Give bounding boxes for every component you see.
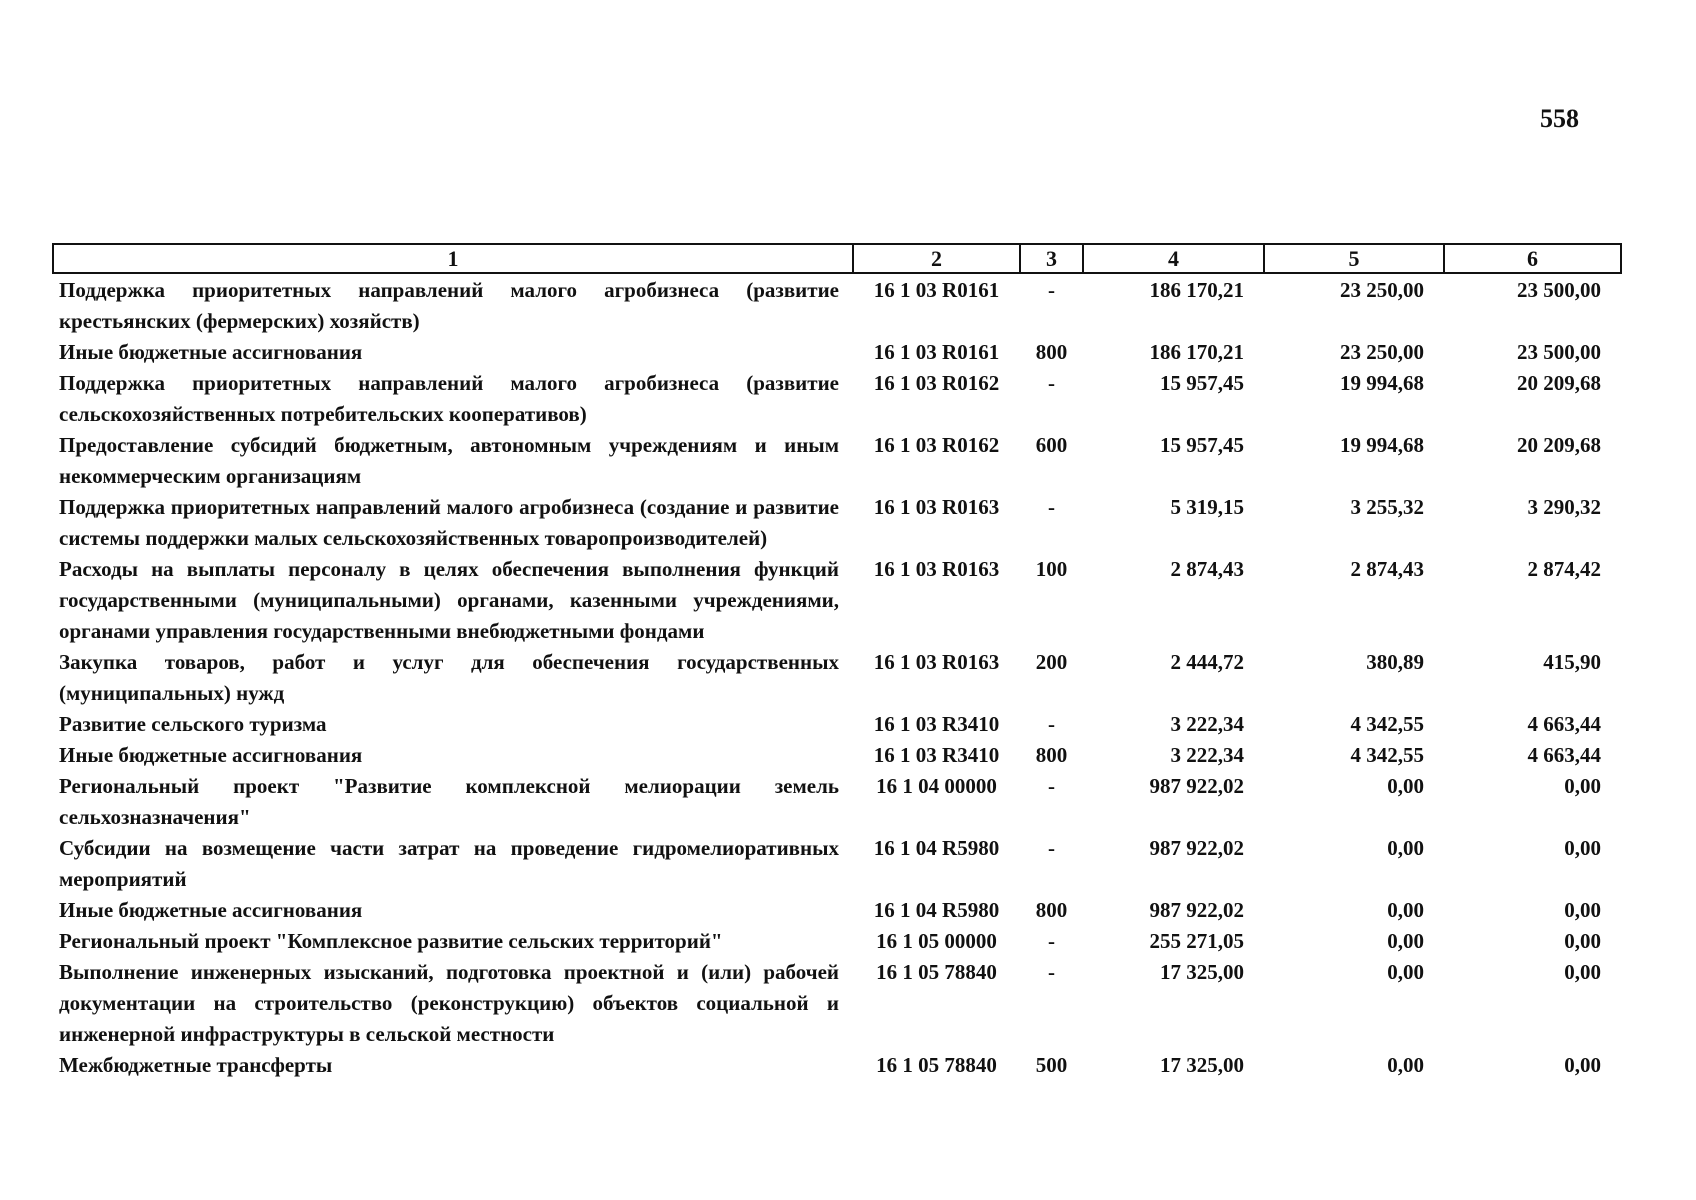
target-code-cell: 16 1 03 R0163: [873, 495, 1000, 519]
amount-cell-5: 0,00: [1387, 929, 1424, 953]
target-code-cell: 16 1 03 R0163: [873, 650, 1000, 674]
expense-type-cell: 800: [1035, 898, 1068, 922]
amount-cell-5: 19 994,68: [1340, 371, 1424, 395]
amount-cell-4: 186 170,21: [1149, 278, 1244, 302]
target-code-cell: 16 1 03 R0161: [873, 340, 1000, 364]
target-code-cell: 16 1 04 R5980: [873, 898, 1000, 922]
table-row: [53, 554, 1621, 647]
target-code-cell: 16 1 03 R3410: [873, 743, 1000, 767]
header-row: [53, 244, 1621, 273]
amount-cell-4: 17 325,00: [1160, 960, 1244, 984]
table-body: [53, 273, 1621, 1081]
column-header: 1: [53, 244, 853, 273]
expense-type-cell: -: [1048, 774, 1055, 798]
amount-cell-5: 0,00: [1387, 836, 1424, 860]
amount-cell-4: 2 874,43: [1170, 557, 1244, 581]
table-row: [53, 740, 1621, 771]
row-name-cell: Развитие сельского туризма: [59, 712, 327, 736]
table-row: [53, 957, 1621, 1050]
table-row: [53, 492, 1621, 554]
expense-type-cell: -: [1048, 371, 1055, 395]
amount-cell-5: 0,00: [1387, 960, 1424, 984]
amount-cell-5: 0,00: [1387, 898, 1424, 922]
amount-cell-4: 987 922,02: [1149, 898, 1244, 922]
amount-cell-6: 0,00: [1564, 960, 1601, 984]
row-name-cell: Поддержка приоритетных направлений малого агробизнеса (развитие сельскохозяйственных потребительских кооперативов): [59, 371, 839, 426]
amount-cell-4: 255 271,05: [1149, 929, 1244, 953]
expense-type-cell: -: [1048, 712, 1055, 736]
expense-type-cell: -: [1048, 929, 1055, 953]
page-number: 558: [1540, 104, 1579, 133]
expense-type-cell: 800: [1035, 340, 1068, 364]
row-name-cell: Предоставление субсидий бюджетным, автономным учреждениям и иным некоммерческим организациям: [59, 433, 839, 488]
amount-cell-6: 415,90: [1543, 650, 1601, 674]
amount-cell-5: 380,89: [1366, 650, 1424, 674]
expense-type-cell: 800: [1035, 743, 1068, 767]
target-code-cell: 16 1 03 R0162: [873, 433, 1000, 457]
amount-cell-4: 987 922,02: [1149, 836, 1244, 860]
table-row: [53, 368, 1621, 430]
amount-cell-4: 15 957,45: [1160, 433, 1244, 457]
table-row: [53, 1050, 1621, 1081]
row-name-cell: Межбюджетные трансферты: [59, 1053, 333, 1077]
row-name-cell: Региональный проект "Комплексное развитие сельских территорий": [59, 929, 723, 953]
amount-cell-5: 0,00: [1387, 1053, 1424, 1077]
amount-cell-6: 0,00: [1564, 898, 1601, 922]
amount-cell-4: 17 325,00: [1160, 1053, 1244, 1077]
amount-cell-4: 987 922,02: [1149, 774, 1244, 798]
amount-cell-5: 23 250,00: [1340, 340, 1424, 364]
amount-cell-6: 4 663,44: [1527, 712, 1601, 736]
column-header: 2: [853, 244, 1020, 273]
amount-cell-6: 4 663,44: [1527, 743, 1601, 767]
target-code-cell: 16 1 03 R0161: [873, 278, 1000, 302]
column-header: 3: [1020, 244, 1083, 273]
expense-type-cell: -: [1048, 278, 1055, 302]
row-name-cell: Иные бюджетные ассигнования: [59, 340, 363, 364]
row-name-cell: Иные бюджетные ассигнования: [59, 898, 363, 922]
budget-table: [52, 243, 1622, 1081]
expense-type-cell: 600: [1035, 433, 1068, 457]
amount-cell-4: 2 444,72: [1170, 650, 1244, 674]
expense-type-cell: 500: [1035, 1053, 1068, 1077]
target-code-cell: 16 1 05 78840: [876, 1053, 997, 1077]
amount-cell-6: 0,00: [1564, 929, 1601, 953]
column-header: 5: [1264, 244, 1444, 273]
target-code-cell: 16 1 03 R0162: [873, 371, 1000, 395]
table-row: [53, 337, 1621, 368]
amount-cell-6: 20 209,68: [1517, 371, 1601, 395]
table-row: [53, 833, 1621, 895]
amount-cell-4: 5 319,15: [1170, 495, 1244, 519]
row-name-cell: Иные бюджетные ассигнования: [59, 743, 363, 767]
amount-cell-5: 19 994,68: [1340, 433, 1424, 457]
amount-cell-6: 0,00: [1564, 836, 1601, 860]
column-header: 4: [1083, 244, 1264, 273]
row-name-cell: Субсидии на возмещение части затрат на проведение гидромелиоративных мероприятий: [59, 836, 839, 891]
row-name-cell: Расходы на выплаты персоналу в целях обеспечения выполнения функций государственными (муниципальными) органами, казенными учреждениями, органами управления государственными внебюджетными фондами: [59, 557, 839, 643]
expense-type-cell: -: [1048, 960, 1055, 984]
expense-type-cell: -: [1048, 495, 1055, 519]
row-name-cell: Поддержка приоритетных направлений малого агробизнеса (создание и развитие системы поддержки малых сельскохозяйственных товаропроизводителей): [59, 495, 839, 550]
target-code-cell: 16 1 05 00000: [876, 929, 997, 953]
column-header: 6: [1444, 244, 1621, 273]
amount-cell-6: 2 874,42: [1527, 557, 1601, 581]
expense-type-cell: -: [1048, 836, 1055, 860]
amount-cell-4: 3 222,34: [1170, 712, 1244, 736]
amount-cell-5: 23 250,00: [1340, 278, 1424, 302]
amount-cell-6: 23 500,00: [1517, 340, 1601, 364]
target-code-cell: 16 1 04 R5980: [873, 836, 1000, 860]
target-code-cell: 16 1 03 R3410: [873, 712, 1000, 736]
amount-cell-5: 3 255,32: [1350, 495, 1424, 519]
amount-cell-6: 0,00: [1564, 1053, 1601, 1077]
amount-cell-6: 20 209,68: [1517, 433, 1601, 457]
amount-cell-4: 15 957,45: [1160, 371, 1244, 395]
table-row: [53, 273, 1621, 337]
amount-cell-5: 4 342,55: [1350, 712, 1424, 736]
amount-cell-6: 3 290,32: [1527, 495, 1601, 519]
row-name-cell: Поддержка приоритетных направлений малого агробизнеса (развитие крестьянских (фермерских) хозяйств): [59, 278, 839, 333]
amount-cell-4: 3 222,34: [1170, 743, 1244, 767]
table-row: [53, 709, 1621, 740]
table-row: [53, 647, 1621, 709]
amount-cell-4: 186 170,21: [1149, 340, 1244, 364]
table-row: [53, 771, 1621, 833]
table-row: [53, 926, 1621, 957]
amount-cell-6: 23 500,00: [1517, 278, 1601, 302]
amount-cell-5: 4 342,55: [1350, 743, 1424, 767]
amount-cell-5: 0,00: [1387, 774, 1424, 798]
table-row: [53, 430, 1621, 492]
row-name-cell: Закупка товаров, работ и услуг для обеспечения государственных (муниципальных) нужд: [59, 650, 839, 705]
target-code-cell: 16 1 05 78840: [876, 960, 997, 984]
amount-cell-6: 0,00: [1564, 774, 1601, 798]
expense-type-cell: 100: [1035, 557, 1068, 581]
table-row: [53, 895, 1621, 926]
target-code-cell: 16 1 03 R0163: [873, 557, 1000, 581]
amount-cell-5: 2 874,43: [1350, 557, 1424, 581]
row-name-cell: Региональный проект "Развитие комплексной мелиорации земель сельхозназначения": [59, 774, 839, 829]
expense-type-cell: 200: [1035, 650, 1068, 674]
target-code-cell: 16 1 04 00000: [876, 774, 997, 798]
row-name-cell: Выполнение инженерных изысканий, подготовка проектной и (или) рабочей документации на строительство (реконструкцию) объектов социальной и инженерной инфраструктуры в сельской местности: [59, 960, 839, 1046]
